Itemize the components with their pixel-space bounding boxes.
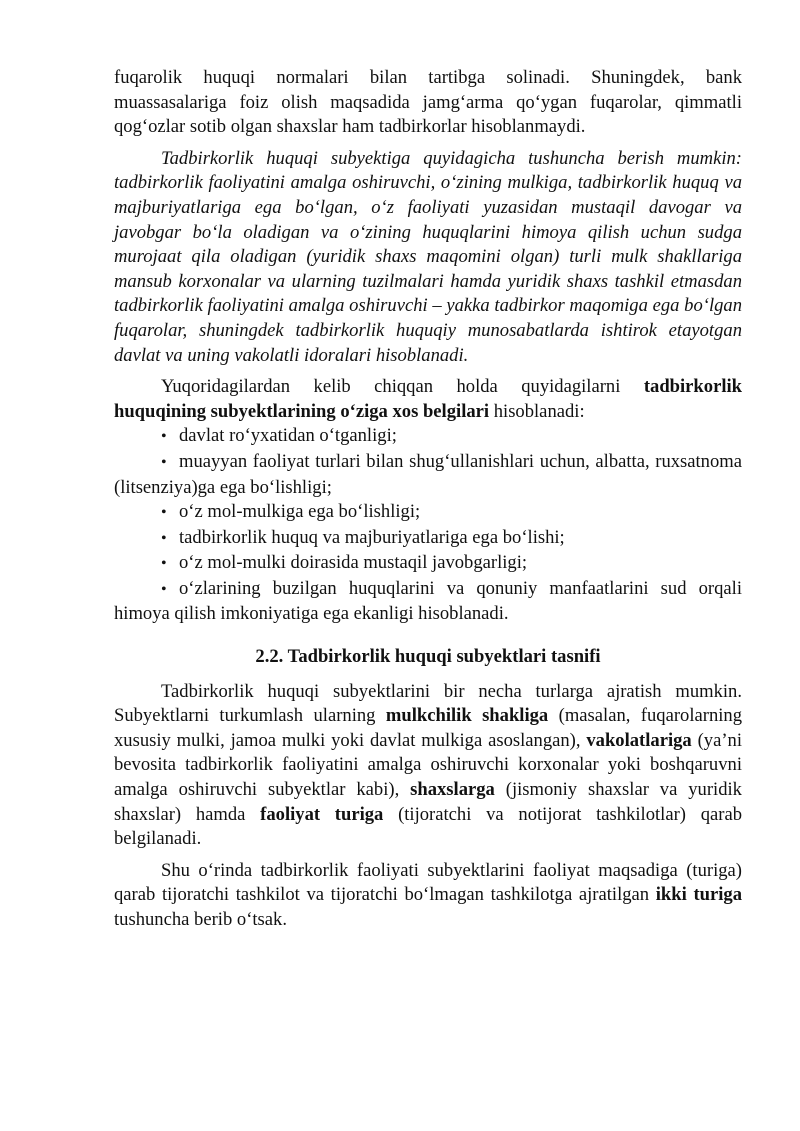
bullet-icon: • bbox=[161, 453, 167, 471]
text-segment: hisoblanadi: bbox=[489, 400, 585, 422]
bullet-icon: • bbox=[161, 428, 167, 446]
text-segment: tushuncha berib o‘tsak. bbox=[114, 909, 287, 930]
bullet-item bbox=[114, 500, 742, 526]
text-segment: Shu o‘rinda tadbirkorlik faoliyati subyektlarini faoliyat maqsadiga (turiga) qarab tijoratchi tashkilot va tijoratchi bo‘lmagan tashkilotga ajratilgan bbox=[114, 859, 742, 906]
bullet-item bbox=[114, 526, 742, 552]
bullet-icon: • bbox=[161, 504, 167, 522]
text-segment: (masalan, fuqarolarning xususiy mulki, jamoa mulki yoki davlat mulkiga asoslangan), bbox=[114, 705, 742, 751]
bold-term: faoliyat turiga bbox=[260, 803, 384, 825]
bullet-text: o‘z mol-mulki doirasida mustaqil javobgarligi; bbox=[179, 552, 528, 574]
text-segment: (jismoniy shaxslar va yuridik shaxslar) hamda bbox=[114, 779, 742, 825]
bold-term: vakolatlariga bbox=[586, 729, 692, 751]
text-segment: Yuqoridagilardan kelib chiqqan holda quyidagilarni bbox=[161, 376, 644, 398]
bullet-text: tadbirkorlik huquq va majburiyatlariga ega bo‘lishi; bbox=[179, 526, 565, 548]
bullet-text: davlat ro‘yxatidan o‘tganligi; bbox=[179, 425, 397, 447]
section-heading: 2.2. Tadbirkorlik huquqi subyektlari tasnifi bbox=[255, 646, 601, 668]
bold-term: ikki turiga bbox=[655, 884, 742, 906]
document-page bbox=[114, 66, 742, 933]
paragraph-features-intro bbox=[114, 375, 742, 424]
text-segment: (tijoratchi va notijorat tashkilotlar) qarab belgilanadi. bbox=[114, 803, 742, 850]
bullet-item bbox=[114, 577, 742, 627]
text-segment: Tadbirkorlik huquqi subyektlarini bir necha turlarga ajratish mumkin. Subyektlarni turkumlash ularning bbox=[114, 680, 742, 727]
paragraph-definition: Tadbirkorlik huquqi subyektiga quyidagicha tushuncha berish mumkin: tadbirkorlik faoliyatini amalga oshiruvchi, o‘zining mulkiga, tadbirkorlik huquq va majburiyatlariga ega bo‘lgan, o‘z faoliyati yuzasidan mustaqil davogar va javobgar bo‘la oladigan va o‘zining huquqlarini himoya qilish uchun sudga murojaat qila oladigan (yuridik shaxs maqomini olgan) turli mulk shakllariga mansub korxonalar va ularning tuzilmalari hamda yuridik shaxs tashkil etmasdan tadbirkorlik faoliyatini amalga oshiruvchi – yakka tadbirkor maqomiga ega bo‘lgan fuqarolar, shuningdek tadbirkorlik huquqiy munosabatlarda ishtirok etayotgan davlat va uning vakolatli idoralari hisoblanadi. bbox=[114, 147, 742, 366]
bold-term: mulkchilik shakliga bbox=[385, 705, 549, 727]
text-segment: (ya’ni bevosita tadbirkorlik faoliyatini amalga oshiruvchi korxonalar yoki boshqaruvni amalga oshiruvchi subyektlar kabi), bbox=[114, 729, 742, 801]
paragraph-two-types bbox=[114, 859, 742, 933]
bullet-item bbox=[114, 551, 742, 577]
bold-term: shaxslarga bbox=[410, 779, 495, 801]
bullet-icon: • bbox=[161, 555, 167, 573]
bullet-text: o‘zlarining buzilgan huquqlarini va qonuniy manfaatlarini sud orqali himoya qilish imkoniyatiga ega ekanligi hisoblanadi. bbox=[114, 577, 742, 625]
bullet-text: o‘z mol-mulkiga ega bo‘lishligi; bbox=[179, 501, 421, 523]
paragraph-intro: fuqarolik huquqi normalari bilan tartibga solinadi. Shuningdek, bank muassasalariga foiz olish maqsadida jamg‘arma qo‘ygan fuqarolar, qimmatli qog‘ozlar sotib olgan shaxslar ham tadbirkorlar hisoblanmaydi. bbox=[114, 67, 742, 138]
bullet-item bbox=[114, 450, 742, 500]
bullet-icon: • bbox=[161, 529, 167, 547]
bold-term: tadbirkorlik huquqining subyektlarining o‘ziga xos belgilari bbox=[114, 376, 742, 422]
bullet-icon: • bbox=[161, 580, 167, 598]
bullet-item bbox=[114, 424, 742, 450]
bullet-text: muayyan faoliyat turlari bilan shug‘ullanishlari uchun, albatta, ruxsatnoma (litsenziya)ga ega bo‘lishligi; bbox=[114, 450, 742, 498]
paragraph-classification bbox=[114, 680, 742, 852]
